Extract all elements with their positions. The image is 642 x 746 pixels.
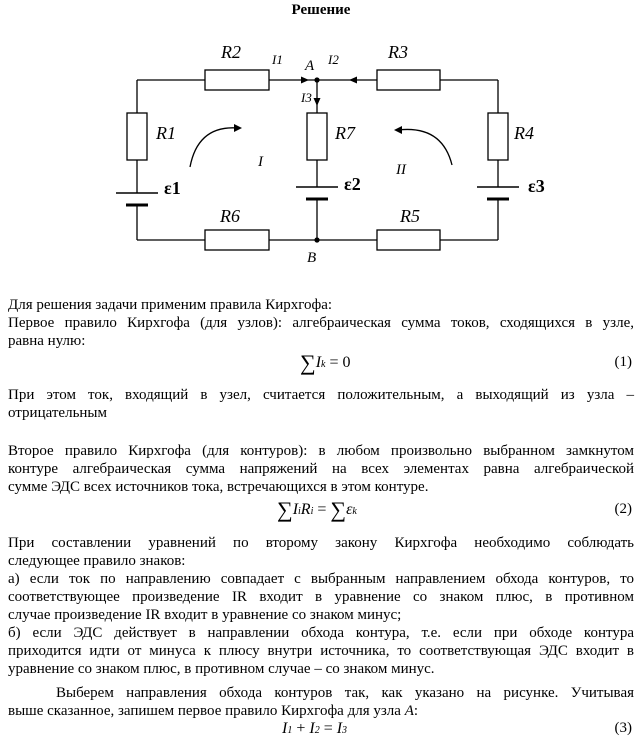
loop-ii-arrow xyxy=(398,129,452,165)
battery-e3 xyxy=(477,187,519,199)
label-r2: R2 xyxy=(221,42,241,62)
text-line-11: а) если ток по направлению совпадает с выбранным направлением обхода контуров, то xyxy=(8,571,634,587)
text-line-12: соответствующее произведение IR входит в уравнение со знаком плюс, в противном xyxy=(8,589,634,605)
label-i2: I2 xyxy=(328,52,339,67)
equation-3: I1 + I2 = I3 (3) xyxy=(282,720,632,737)
label-node-a: A xyxy=(305,58,315,74)
label-r1: R1 xyxy=(156,123,176,143)
label-r6: R6 xyxy=(220,206,240,226)
text-line-3: равна нулю: xyxy=(8,333,86,349)
label-e2: ε2 xyxy=(344,174,361,194)
current-i3-arrow xyxy=(314,98,321,106)
resistor-r6 xyxy=(205,230,269,250)
text-line-2: Первое правило Кирхгофа (для узлов): алгебраическая сумма токов, сходящихся в узле, xyxy=(8,315,634,331)
text-line-5: отрицательным xyxy=(8,405,108,421)
loop-i-arrow xyxy=(190,128,238,167)
node-b-dot xyxy=(314,237,319,242)
resistor-r7 xyxy=(307,113,327,160)
label-e3: ε3 xyxy=(528,176,545,196)
battery-e1 xyxy=(116,193,158,205)
current-i1-arrow xyxy=(301,77,309,84)
text-line-10: следующее правило знаков: xyxy=(8,553,186,569)
label-r7: R7 xyxy=(335,123,355,143)
text-line-6: Второе правило Кирхгофа (для контуров): в любом произвольно выбранном замкнутом xyxy=(8,443,634,459)
label-r4: R4 xyxy=(514,123,534,143)
label-e1: ε1 xyxy=(164,178,181,198)
equation-2: ∑IiRi = ∑εk (2) xyxy=(277,497,632,522)
label-loop-i: I xyxy=(258,154,263,170)
label-loop-ii: II xyxy=(396,162,406,178)
text-line-4: При этом ток, входящий в узел, считается положительным, а выходящий из узла – xyxy=(8,387,634,403)
text-line-9: При составлении уравнений по второму закону Кирхгофа необходимо соблюдать xyxy=(8,535,634,551)
resistor-r3 xyxy=(377,70,440,90)
text-line-17: Выберем направления обхода контуров так, как указано на рисунке. Учитывая xyxy=(56,685,634,701)
text-line-14: б) если ЭДС действует в направлении обхода контура, т.е. если при обходе контура xyxy=(8,625,634,641)
equation-1: ∑Ik = 0 (1) xyxy=(300,350,632,375)
text-line-16: уравнение со знаком плюс, в противном случае – со знаком минус. xyxy=(8,661,435,677)
text-line-7: контуре алгебраическая сумма напряжений на всех элементах равна алгебраической xyxy=(8,461,634,477)
label-r3: R3 xyxy=(388,42,408,62)
section-heading: Решение xyxy=(291,2,351,18)
text-line-13: случае произведение IR входит в уравнение со знаком минус; xyxy=(8,607,402,623)
text-line-1: Для решения задачи применим правила Кирхгофа: xyxy=(8,297,333,313)
text-line-15: приходится идти от минуса к плюсу внутри источника, то соответствующая ЭДС входит в xyxy=(8,643,634,659)
label-i3: I3 xyxy=(301,90,312,105)
label-node-b: B xyxy=(307,250,317,266)
resistor-r5 xyxy=(377,230,440,250)
resistor-r4 xyxy=(488,113,508,160)
label-r5: R5 xyxy=(400,206,420,226)
text-line-18: выше сказанное, запишем первое правило Кирхгофа для узла A: xyxy=(8,703,419,719)
current-i2-arrow xyxy=(349,77,357,84)
text-line-8: сумме ЭДС всех источников тока, встречающихся в этом контуре. xyxy=(8,479,429,495)
circuit-diagram xyxy=(0,0,642,270)
resistor-r2 xyxy=(205,70,269,90)
battery-e2 xyxy=(296,187,338,199)
node-a-dot xyxy=(314,77,319,82)
resistor-r1 xyxy=(127,113,147,160)
label-i1: I1 xyxy=(272,52,283,67)
